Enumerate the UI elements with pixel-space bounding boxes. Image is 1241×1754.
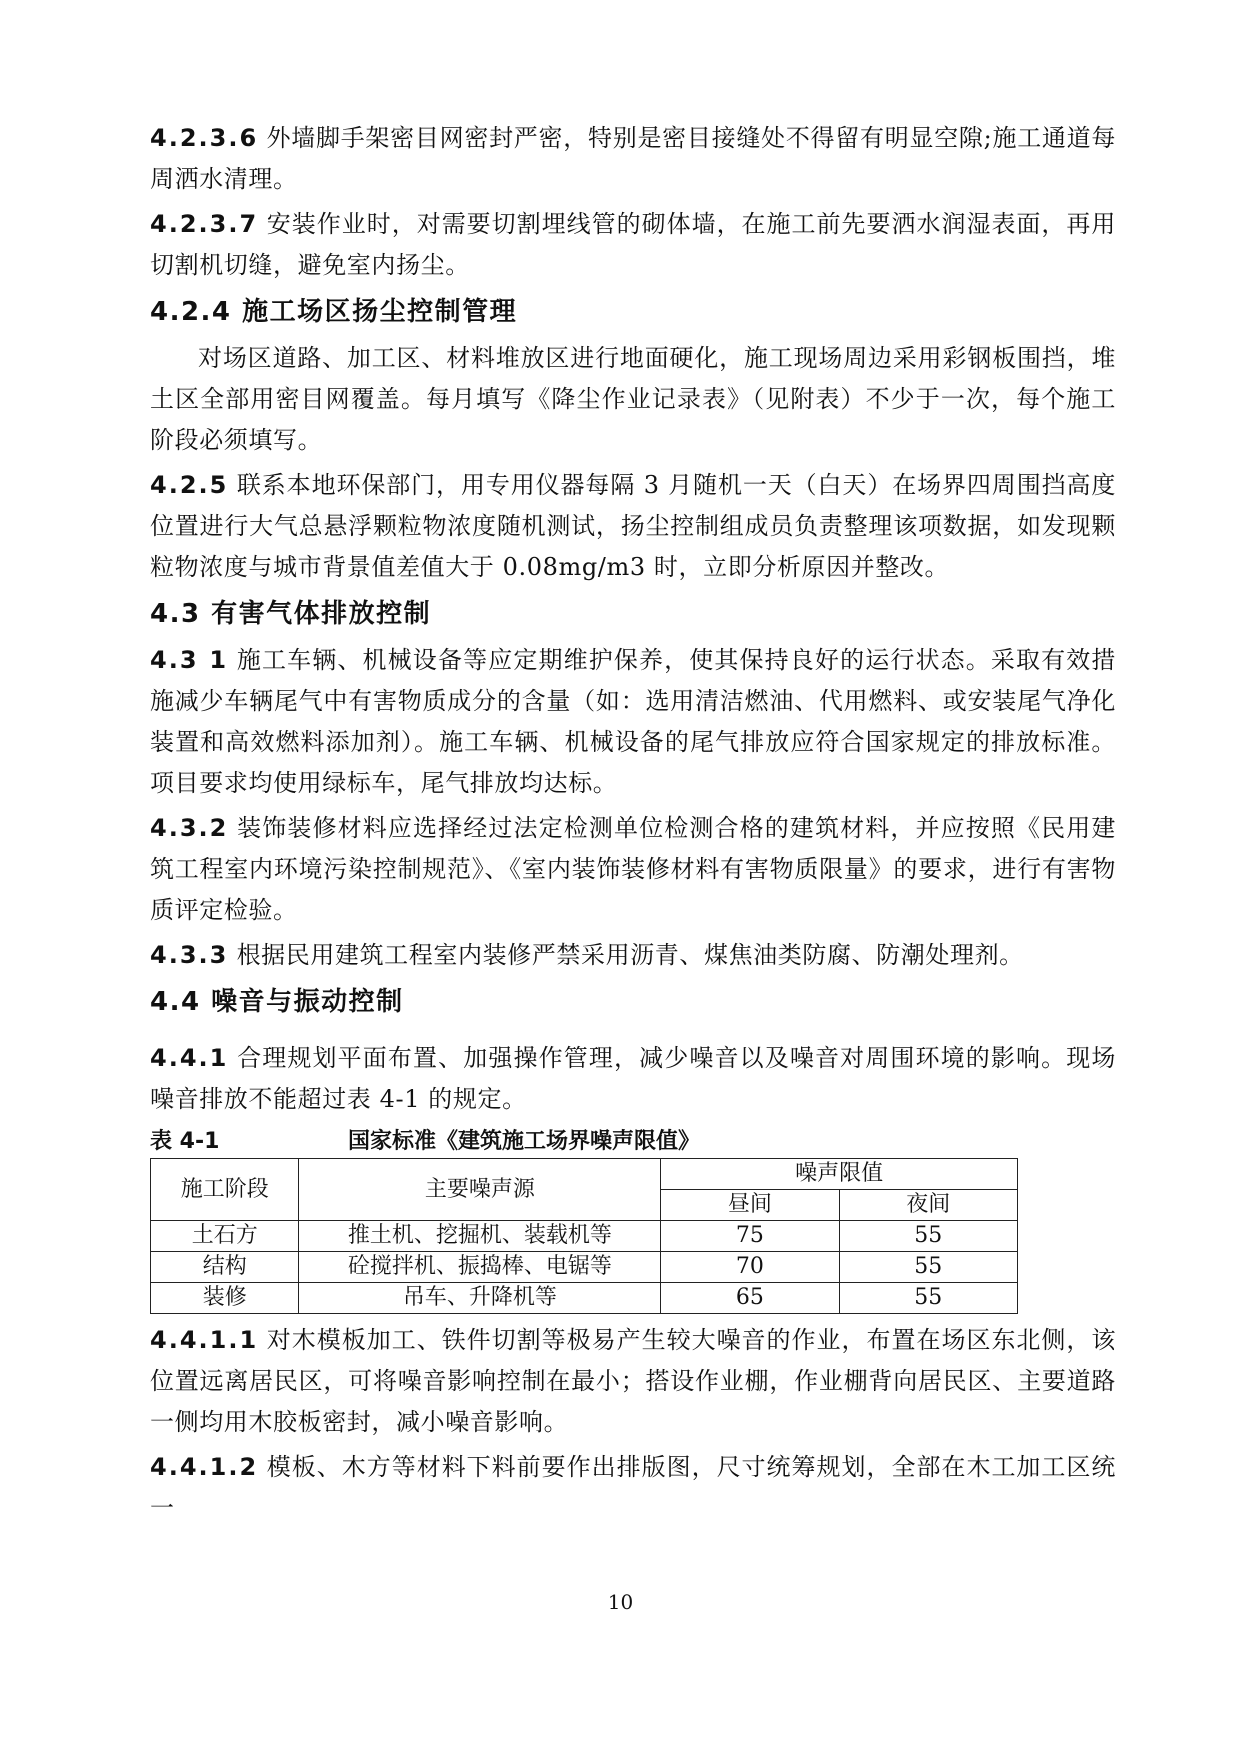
table-row xyxy=(151,1283,1018,1314)
section-heading-4-2-4: 4.2.4 施工场区扬尘控制管理 xyxy=(150,297,518,327)
document-page xyxy=(150,118,1116,1533)
cell-day: 65 xyxy=(661,1283,839,1314)
header-limit: 噪声限值 xyxy=(661,1159,1018,1190)
noise-limit-table xyxy=(150,1158,1018,1314)
clause-number: 4.2.3.6 xyxy=(150,124,259,152)
paragraph-text: 外墙脚手架密目网密封严密，特别是密目接缝处不得留有明显空隙;施工通道每周洒水清理。 xyxy=(150,124,1116,193)
table-row xyxy=(151,1252,1018,1283)
cell-day: 70 xyxy=(661,1252,839,1283)
header-stage: 施工阶段 xyxy=(151,1159,299,1221)
clause-number: 4.4.1.1 xyxy=(150,1326,259,1354)
table-caption xyxy=(150,1124,1116,1154)
paragraph-text: 合理规划平面布置、加强操作管理，减少噪音以及噪音对周围环境的影响。现场噪音排放不能超过表 4-1 的规定。 xyxy=(150,1044,1117,1113)
cell-stage: 结构 xyxy=(151,1252,299,1283)
clause-number: 4.2.5 xyxy=(150,471,229,499)
paragraph-text: 根据民用建筑工程室内装修严禁采用沥青、煤焦油类防腐、防潮处理剂。 xyxy=(236,941,1024,969)
cell-night: 55 xyxy=(839,1283,1017,1314)
paragraph-4-3-1 xyxy=(150,640,1116,804)
table-header-row xyxy=(151,1159,1018,1190)
paragraph-text: 安装作业时，对需要切割埋线管的砌体墙，在施工前先要洒水润湿表面，再用切割机切缝，避免室内扬尘。 xyxy=(150,210,1116,279)
paragraph-text: 装饰装修材料应选择经过法定检测单位检测合格的建筑材料，并应按照《民用建筑工程室内环境污染控制规范》、《室内装饰装修材料有害物质限量》的要求，进行有害物质评定检验。 xyxy=(150,814,1117,924)
clause-number: 4.3.2 xyxy=(150,814,229,842)
paragraph-4-4-1-2 xyxy=(150,1447,1116,1529)
cell-day: 75 xyxy=(661,1221,839,1252)
table-title: 国家标准《建筑施工场界噪声限值》 xyxy=(348,1129,701,1154)
clause-number: 4.4.1.2 xyxy=(150,1453,259,1481)
paragraph-text: 对场区道路、加工区、材料堆放区进行地面硬化，施工现场周边采用彩钢板围挡，堆土区全部用密目网覆盖。每月填写《降尘作业记录表》（见附表）不少于一次，每个施工阶段必须填写。 xyxy=(150,344,1116,454)
paragraph-4-3-2 xyxy=(150,808,1116,931)
clause-number: 4.3 1 xyxy=(150,646,229,674)
paragraph-4-2-3-7 xyxy=(150,204,1116,286)
paragraph-text: 模板、木方等材料下料前要作出排版图，尺寸统筹规划，全部在木工加工区统一 xyxy=(150,1453,1116,1522)
header-night: 夜间 xyxy=(839,1190,1017,1221)
cell-stage: 装修 xyxy=(151,1283,299,1314)
paragraph-text: 施工车辆、机械设备等应定期维护保养，使其保持良好的运行状态。采取有效措施减少车辆尾气中有害物质成分的含量（如：选用清洁燃油、代用燃料、或安装尾气净化装置和高效燃料添加剂）。施工车辆、机械设备的尾气排放应符合国家规定的排放标准。项目要求均使用绿标车，尾气排放均达标。 xyxy=(150,646,1116,797)
paragraph-4-4-1-1 xyxy=(150,1320,1116,1443)
clause-number: 4.3.3 xyxy=(150,941,229,969)
clause-number: 4.2.3.7 xyxy=(150,210,259,238)
page-number: 10 xyxy=(607,1590,634,1614)
header-source: 主要噪声源 xyxy=(299,1159,661,1221)
section-heading-4-4: 4.4 噪音与振动控制 xyxy=(150,987,404,1017)
paragraph-text: 联系本地环保部门，用专用仪器每隔 3 月随机一天（白天）在场界四周围挡高度位置进行大气总悬浮颗粒物浓度随机测试，扬尘控制组成员负责整理该项数据，如发现颗粒物浓度与城市背景值差值大于 0.08mg/m3 时，立即分析原因并整改。 xyxy=(150,471,1116,581)
paragraph-4-3-3 xyxy=(150,935,1116,976)
header-day: 昼间 xyxy=(661,1190,839,1221)
table-number: 表 4-1 xyxy=(150,1129,220,1154)
paragraph-4-2-3-6 xyxy=(150,118,1116,200)
cell-source: 砼搅拌机、振捣棒、电锯等 xyxy=(299,1252,661,1283)
clause-number: 4.4.1 xyxy=(150,1044,229,1072)
paragraph-text: 对木模板加工、铁件切割等极易产生较大噪音的作业，布置在场区东北侧，该位置远离居民区，可将噪音影响控制在最小；搭设作业棚，作业棚背向居民区、主要道路一侧均用木胶板密封，减小噪音影响。 xyxy=(150,1326,1116,1436)
paragraph-4-2-5 xyxy=(150,465,1116,588)
paragraph-4-4-1 xyxy=(150,1038,1116,1120)
section-heading-4-3: 4.3 有害气体排放控制 xyxy=(150,599,432,629)
paragraph-dust-management xyxy=(150,338,1116,461)
cell-source: 推土机、挖掘机、装载机等 xyxy=(299,1221,661,1252)
table-row xyxy=(151,1221,1018,1252)
cell-stage: 土石方 xyxy=(151,1221,299,1252)
cell-night: 55 xyxy=(839,1252,1017,1283)
cell-night: 55 xyxy=(839,1221,1017,1252)
cell-source: 吊车、升降机等 xyxy=(299,1283,661,1314)
